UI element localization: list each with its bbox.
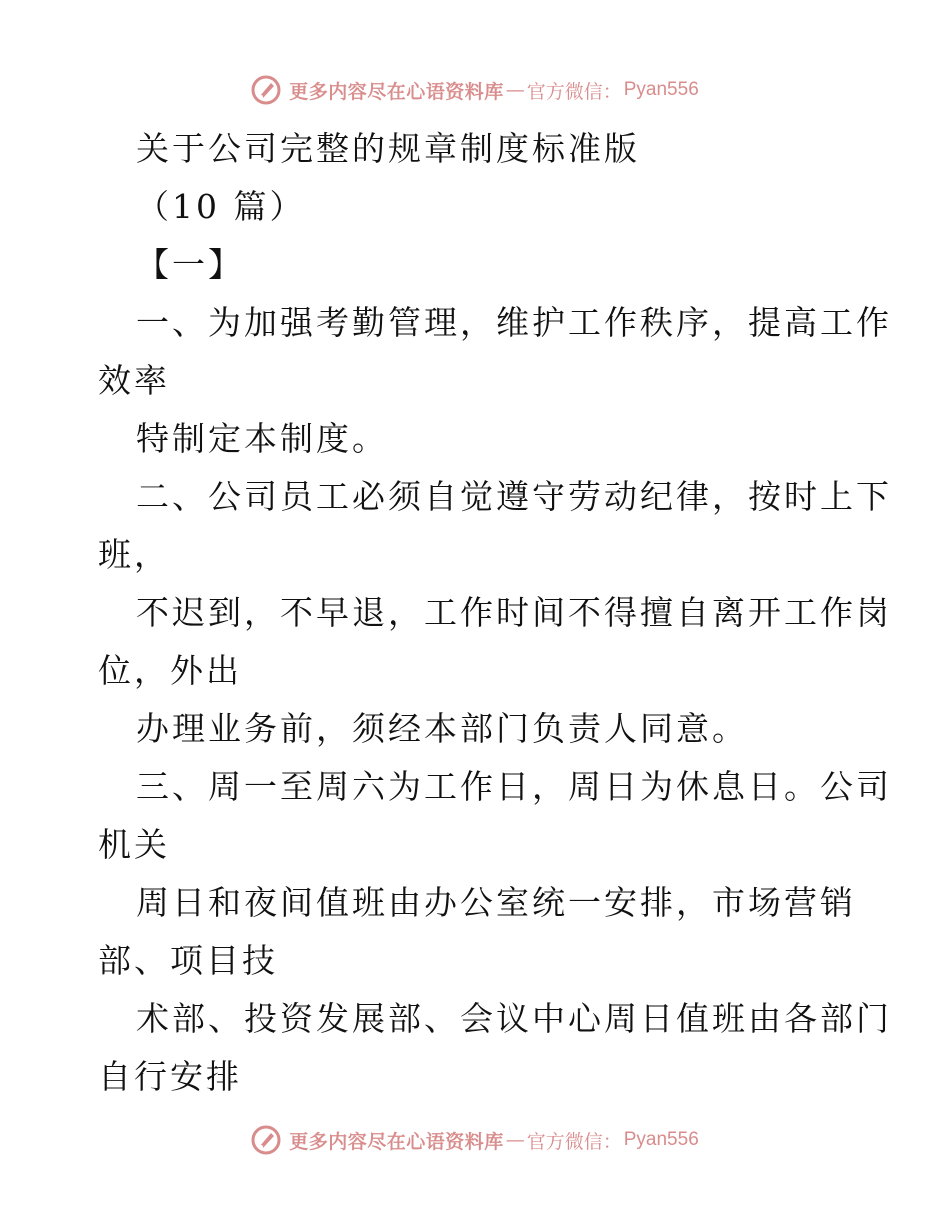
- paragraph-line: 周日和夜间值班由办公室统一安排，市场营销: [136, 883, 856, 922]
- paragraph-line: 三、周一至周六为工作日，周日为休息日。公司: [136, 767, 892, 806]
- paragraph-line: 办理业务前，须经本部门负责人同意。: [136, 709, 748, 748]
- document-title: 关于公司完整的规章制度标准版: [136, 129, 640, 168]
- paragraph-line: 术部、投资发展部、会议中心周日值班由各部门: [136, 999, 892, 1038]
- banner-main-text: 更多内容尽在心语资料库: [289, 1130, 504, 1153]
- banner-wechat-label: 官方微信：: [526, 80, 622, 103]
- paragraph-line: 效率: [98, 361, 170, 400]
- document-subtitle: （10 篇）: [136, 187, 306, 226]
- banner-wechat-id: Pyan556: [623, 1129, 699, 1150]
- paragraph-line: 位，外出: [98, 651, 242, 690]
- paragraph-line: 二、公司员工必须自觉遵守劳动纪律，按时上下: [136, 477, 892, 516]
- paragraph-line: 部、项目技: [98, 941, 278, 980]
- banner-separator: —: [505, 79, 525, 101]
- paragraph-line: 不迟到，不早退，工作时间不得擅自离开工作岗: [136, 593, 892, 632]
- section-heading: 【一】: [136, 245, 244, 284]
- header-banner: [0, 70, 950, 110]
- banner-wechat-label: 官方微信：: [526, 1130, 622, 1153]
- paragraph-line: 班，: [98, 535, 170, 574]
- document-body: [98, 120, 892, 1106]
- pen-nib-logo-icon: [251, 75, 281, 105]
- paragraph-line: 特制定本制度。: [136, 419, 388, 458]
- pen-nib-logo-icon: [251, 1125, 281, 1155]
- banner-wechat-id: Pyan556: [623, 79, 699, 100]
- paragraph-line: 一、为加强考勤管理，维护工作秩序，提高工作: [136, 303, 892, 342]
- paragraph-line: 自行安排: [98, 1057, 242, 1096]
- footer-banner: [0, 1120, 950, 1160]
- banner-main-text: 更多内容尽在心语资料库: [289, 80, 504, 103]
- paragraph-line: 机关: [98, 825, 170, 864]
- banner-separator: —: [505, 1129, 525, 1151]
